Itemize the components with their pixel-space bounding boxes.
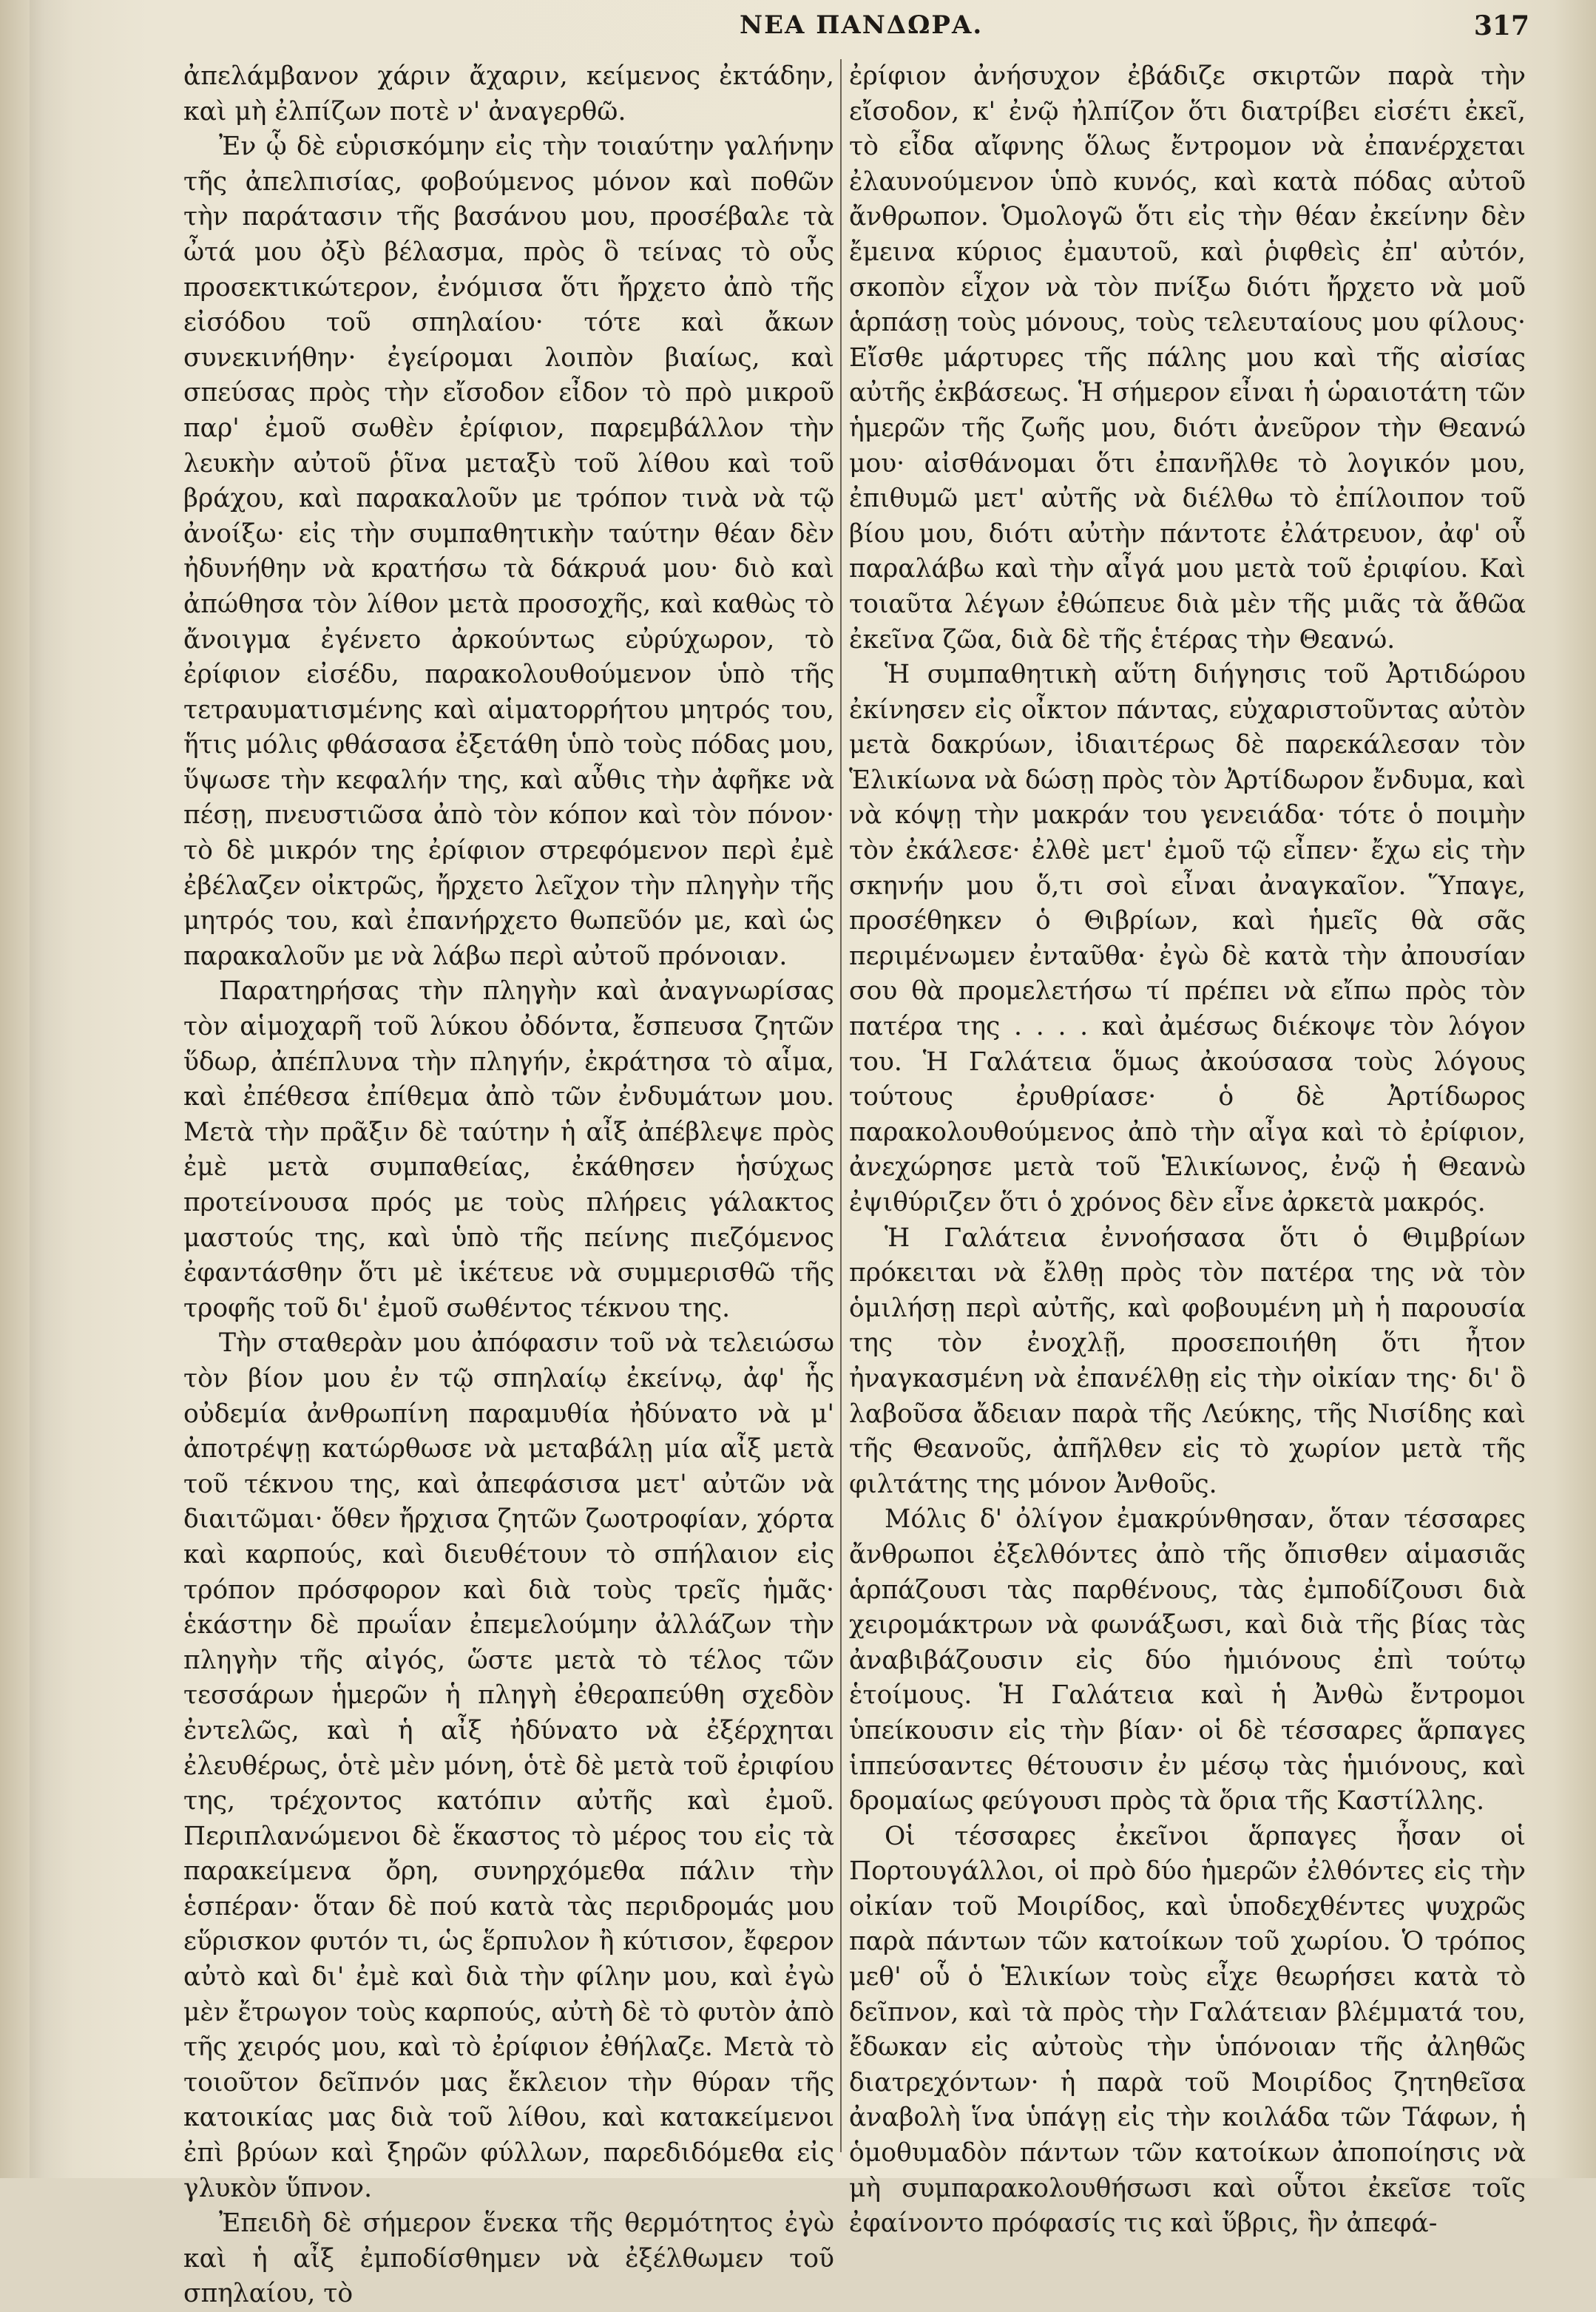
page-fold-shadow: [30, 0, 74, 2178]
right-paragraph-5: Οἱ τέσσαρες ἐκεῖνοι ἅρπαγες ἦσαν οἱ Πορτουγάλλοι, οἱ πρὸ δύο ἡμερῶν ἐλθόντες εἰς τὴν οἰκίαν τοῦ Μοιρίδος, καὶ ὑποδεχθέντες ψυχρῶς παρὰ πάντων τῶν κατοίκων τοῦ χωρίου. Ὁ τρόπος μεθ' οὗ ὁ Ἑλικίων τοὺς εἶχε θεωρήσει κατὰ τὸ δεῖπνον, καὶ τὰ πρὸς τὴν Γαλάτειαν βλέμματά του, ἔδωκαν εἰς αὐτοὺς τὴν ὑπόνοιαν τῆς ἀληθῶς διατρεχόντων· ἡ παρὰ τοῦ Μοιρίδος ζητηθεῖσα ἀναβολὴ ἵνα ὑπάγῃ εἰς τὴν κοιλάδα τῶν Τάφων, ἡ ὁμοθυμαδὸν πάντων τῶν κατοίκων ἀποποίησις νὰ μὴ συμπαρακολουθήσωσι καὶ οὗτοι ἐκεῖσε τοῖς ἐφαίνοντο πρόφασίς τις καὶ ὕβρις, ἣν ἀπεφά-: [849, 1821, 1526, 2239]
left-paragraph-1: ἀπελάμβανον χάριν ἄχαριν, κείμενος ἐκτάδην, καὶ μὴ ἐλπίζων ποτὲ ν' ἀναγερθῶ.: [183, 61, 834, 126]
page-header: [0, 10, 1596, 55]
left-paragraph-4: Τὴν σταθερὰν μου ἀπόφασιν τοῦ νὰ τελειώσω τὸν βίον μου ἐν τῷ σπηλαίῳ ἐκείνῳ, ἀφ' ἧς οὐδεμία ἀνθρωπίνη παραμυθία ἠδύνατο νὰ μ' ἀποτρέψῃ κατώρθωσε νὰ μεταβάλῃ μία αἶξ μετὰ τοῦ τέκνου της, καὶ ἀπεφάσισα μετ' αὐτῶν νὰ διαιτῶμαι· ὅθεν ἤρχισα ζητῶν ζωοτροφίαν, χόρτα καὶ καρπούς, καὶ διευθέτουν τὸ σπήλαιον εἰς τρόπον πρόσφορον καὶ διὰ τοὺς τρεῖς ἡμᾶς· ἑκάστην δὲ πρωΐαν ἐπεμελούμην ἀλλάζων τὴν πληγὴν τῆς αἰγός, ὥστε μετὰ τὸ τέλος τῶν τεσσάρων ἡμερῶν ἡ πληγὴ ἐθεραπεύθη σχεδὸν ἐντελῶς, καὶ ἡ αἶξ ἠδύνατο νὰ ἐξέρχηται ἐλευθέρως, ὁτὲ μὲν μόνη, ὁτὲ δὲ μετὰ τοῦ ἐριφίου της, τρέχοντος κατόπιν αὐτῆς καὶ ἐμοῦ. Περιπλανώμενοι δὲ ἕκαστος τὸ μέρος του εἰς τὰ παρακείμενα ὄρη, συνηρχόμεθα πάλιν τὴν ἑσπέραν· ὅταν δὲ πού κατὰ τὰς περιδρομάς μου εὕρισκον φυτόν τι, ὡς ἕρπυλον ἢ κύτισον, ἔφερον αὐτὸ καὶ δι' ἐμὲ καὶ διὰ τὴν φίλην μου, καὶ ἐγὼ μὲν ἔτρωγον τοὺς καρπούς, αὐτὴ δὲ τὸ φυτὸν ἀπὸ τῆς χειρός μου, καὶ τὸ ἐρίφιον ἐθήλαζε. Μετὰ τὸ τοιοῦτον δεῖπνόν μας ἔκλειον τὴν θύραν τῆς κατοικίας μας διὰ τοῦ λίθου, καὶ κατακείμενοι ἐπὶ βρύων καὶ ξηρῶν φύλλων, παρεδιδόμεθα εἰς γλυκὸν ὕπνον.: [183, 1328, 834, 2203]
left-column: [183, 59, 834, 2309]
right-paragraph-3: Ἡ Γαλάτεια ἐννοήσασα ὅτι ὁ Θιμβρίων πρόκειται νὰ ἔλθῃ πρὸς τὸν πατέρα της νὰ τὸν ὁμιλήσῃ περὶ αὐτῆς, καὶ φοβουμένη μὴ ἡ παρουσία της τὸν ἐνοχλῇ, προσεποιήθη ὅτι ἦτον ἠναγκασμένη νὰ ἐπανέλθῃ εἰς τὴν οἰκίαν της· δι' ὃ λαβοῦσα ἄδειαν παρὰ τῆς Λεύκης, τῆς Νισίδης καὶ τῆς Θεανοῦς, ἀπῆλθεν εἰς τὸ χωρίον μετὰ τῆς φιλτάτης της μόνον Ἀνθοῦς.: [849, 1223, 1526, 1499]
right-paragraph-2: Ἡ συμπαθητικὴ αὕτη διήγησις τοῦ Ἀρτιδώρου ἐκίνησεν εἰς οἶκτον πάντας, εὐχαριστοῦντας αὐτὸν μετὰ δακρύων, ἰδιαιτέρως δὲ παρεκάλεσαν τὸν Ἑλικίωνα νὰ δώσῃ πρὸς τὸν Ἀρτίδωρον ἔνδυμα, καὶ νὰ κόψῃ τὴν μακράν του γενειάδα· τότε ὁ ποιμὴν τὸν ἐκάλεσε· ἐλθὲ μετ' ἐμοῦ τῷ εἶπεν· ἔχω εἰς τὴν σκηνήν μου ὅ,τι σοὶ εἶναι ἀναγκαῖον. Ὕπαγε, προσέθηκεν ὁ Θιβρίων, καὶ ἡμεῖς θὰ σᾶς περιμένωμεν ἐνταῦθα· ἐγὼ δὲ κατὰ τὴν ἀπουσίαν σου θὰ προμελετήσω τί πρέπει νὰ εἴπω πρὸς τὸν πατέρα της . . . . καὶ ἀμέσως διέκοψε τὸν λόγον του. Ἡ Γαλάτεια ὅμως ἀκούσασα τοὺς λόγους τούτους ἐρυθρίασε· ὁ δὲ Ἀρτίδωρος παρακολουθούμενος ἀπὸ τὴν αἶγα καὶ τὸ ἐρίφιον, ἀνεχώρησε μετὰ τοῦ Ἑλικίωνος, ἐνῷ ἡ Θεανὼ ἐψιθύριζεν ὅτι ὁ χρόνος δὲν εἶνε ἀρκετὰ μακρός.: [849, 660, 1526, 1217]
right-column: [849, 59, 1526, 2239]
left-paragraph-5: Ἐπειδὴ δὲ σήμερον ἕνεκα τῆς θερμότητος ἐγὼ καὶ ἡ αἶξ ἐμποδίσθημεν νὰ ἐξέλθωμεν τοῦ σπηλαίου, τὸ: [183, 2208, 834, 2309]
left-paragraph-3: Παρατηρήσας τὴν πληγὴν καὶ ἀναγνωρίσας τὸν αἱμοχαρῆ τοῦ λύκου ὀδόντα, ἔσπευσα ζητῶν ὕδωρ, ἀπέπλυνα τὴν πληγήν, ἐκράτησα τὸ αἷμα, καὶ ἐπέθεσα ἐπίθεμα ἀπὸ τῶν ἐνδυμάτων μου. Μετὰ τὴν πρᾶξιν δὲ ταύτην ἡ αἶξ ἀπέβλεψε πρὸς ἐμὲ μετὰ συμπαθείας, ἐκάθησεν ἡσύχως προτείνουσα πρός με τοὺς πλήρεις γάλακτος μαστούς της, καὶ ὑπὸ τῆς πείνης πιεζόμενος ἐφαντάσθην ὅτι μὲ ἱκέτευε νὰ συμμερισθῶ τῆς τροφῆς τοῦ δι' ἐμοῦ σωθέντος τέκνου της.: [183, 976, 834, 1323]
left-paragraph-2: Ἐν ᾧ δὲ εὑρισκόμην εἰς τὴν τοιαύτην γαλήνην τῆς ἀπελπισίας, φοβούμενος μόνον καὶ ποθῶν τὴν παράτασιν τῆς βασάνου μου, προσέβαλε τὰ ὦτά μου ὀξὺ βέλασμα, πρὸς ὃ τείνας τὸ οὖς προσεκτικώτερον, ἐνόμισα ὅτι ἤρχετο ἀπὸ τῆς εἰσόδου τοῦ σπηλαίου· τότε καὶ ἄκων συνεκινήθην· ἐγείρομαι λοιπὸν βιαίως, καὶ σπεύσας πρὸς τὴν εἴσοδον εἶδον τὸ πρὸ μικροῦ παρ' ἐμοῦ σωθὲν ἐρίφιον, παρεμβάλλον τὴν λευκὴν αὐτοῦ ῥῖνα μεταξὺ τοῦ λίθου καὶ τοῦ βράχου, καὶ παρακαλοῦν με τρόπον τινὰ νὰ τῷ ἀνοίξω· εἰς τὴν συμπαθητικὴν ταύτην θέαν δὲν ἠδυνήθην νὰ κρατήσω τὰ δάκρυά μου· διὸ καὶ ἀπώθησα τὸν λίθον μετὰ προσοχῆς, καὶ καθὼς τὸ ἄνοιγμα ἐγένετο ἀρκούντως εὐρύχωρον, τὸ ἐρίφιον εἰσέδυ, παρακολουθούμενον ὑπὸ τῆς τετραυματισμένης καὶ αἱματορρήτου μητρός του, ἥτις μόλις φθάσασα ἐξετάθη ὑπὸ τοὺς πόδας μου, ὕψωσε τὴν κεφαλήν της, καὶ αὖθις τὴν ἀφῆκε νὰ πέσῃ, πνευστιῶσα ἀπὸ τὸν κόπον καὶ τὸν πόνον· τὸ δὲ μικρόν της ἐρίφιον στρεφόμενον περὶ ἐμὲ ἐβέλαζεν οἰκτρῶς, ἤρχετο λεῖχον τὴν πληγὴν τῆς μητρός του, καὶ ἐπανήρχετο θωπεῦόν με, καὶ ὡς παρακαλοῦν με νὰ λάβω περὶ αὐτοῦ πρόνοιαν.: [183, 132, 834, 971]
right-paragraph-4: Μόλις δ' ὀλίγον ἐμακρύνθησαν, ὅταν τέσσαρες ἄνθρωποι ἐξελθόντες ἀπὸ τῆς ὄπισθεν αἱμασιᾶς ἁρπάζουσι τὰς παρθένους, τὰς ἐμποδίζουσι διὰ χειρομάκτρων νὰ φωνάξωσι, καὶ διὰ τῆς βίας τὰς ἀναβιβάζουσιν εἰς δύο ἡμιόνους ἐπὶ τούτῳ ἑτοίμους. Ἡ Γαλάτεια καὶ ἡ Ἀνθὼ ἔντρομοι ὑπείκουσιν εἰς τὴν βίαν· οἱ δὲ τέσσαρες ἅρπαγες ἱππεύσαντες θέτουσιν ἐν μέσῳ τὰς ἡμιόνους, καὶ δρομαίως φεύγουσι πρὸς τὰ ὅρια τῆς Καστίλλης.: [849, 1504, 1526, 1816]
page-number: 317: [1473, 10, 1529, 41]
running-title: ΝΕΑ ΠΑΝΔΩΡΑ.: [740, 10, 984, 40]
right-paragraph-1: ἐρίφιον ἀνήσυχον ἐβάδιζε σκιρτῶν παρὰ τὴν εἴσοδον, κ' ἐνῷ ἠλπίζον ὅτι διατρίβει εἰσέτι ἐκεῖ, τὸ εἶδα αἴφνης ὅλως ἔντρομον νὰ ἐπανέρχεται ἐλαυνούμενον ὑπὸ κυνός, καὶ κατὰ πόδας αὐτοῦ ἄνθρωπον. Ὁμολογῶ ὅτι εἰς τὴν θέαν ἐκείνην δὲν ἔμεινα κύριος ἐμαυτοῦ, καὶ ῥιφθεὶς ἐπ' αὐτόν, σκοπὸν εἶχον νὰ τὸν πνίξω διότι ἤρχετο νὰ μοῦ ἁρπάσῃ τοὺς μόνους, τοὺς τελευταίους μου φίλους· Εἴσθε μάρτυρες τῆς πάλης μου καὶ τῆς αἰσίας αὐτῆς ἐκβάσεως. Ἡ σήμερον εἶναι ἡ ὡραιοτάτη τῶν ἡμερῶν τῆς ζωῆς μου, διότι ἀνεῦρον τὴν Θεανώ μου· αἰσθάνομαι ὅτι ἐπανῆλθε τὸ λογικόν μου, ἐπιθυμῶ μετ' αὐτῆς νὰ διέλθω τὸ ἐπίλοιπον τοῦ βίου μου, διότι αὐτὴν πάντοτε ἐλάτρευον, ἀφ' οὗ παραλάβω καὶ τὴν αἶγά μου μετὰ τοῦ ἐριφίου. Καὶ τοιαῦτα λέγων ἐθώπευε διὰ μὲν τῆς μιᾶς τὰ ἄθῶα ἐκεῖνα ζῶα, διὰ δὲ τῆς ἑτέρας τὴν Θεανώ.: [849, 61, 1526, 655]
column-divider: [840, 59, 842, 2152]
